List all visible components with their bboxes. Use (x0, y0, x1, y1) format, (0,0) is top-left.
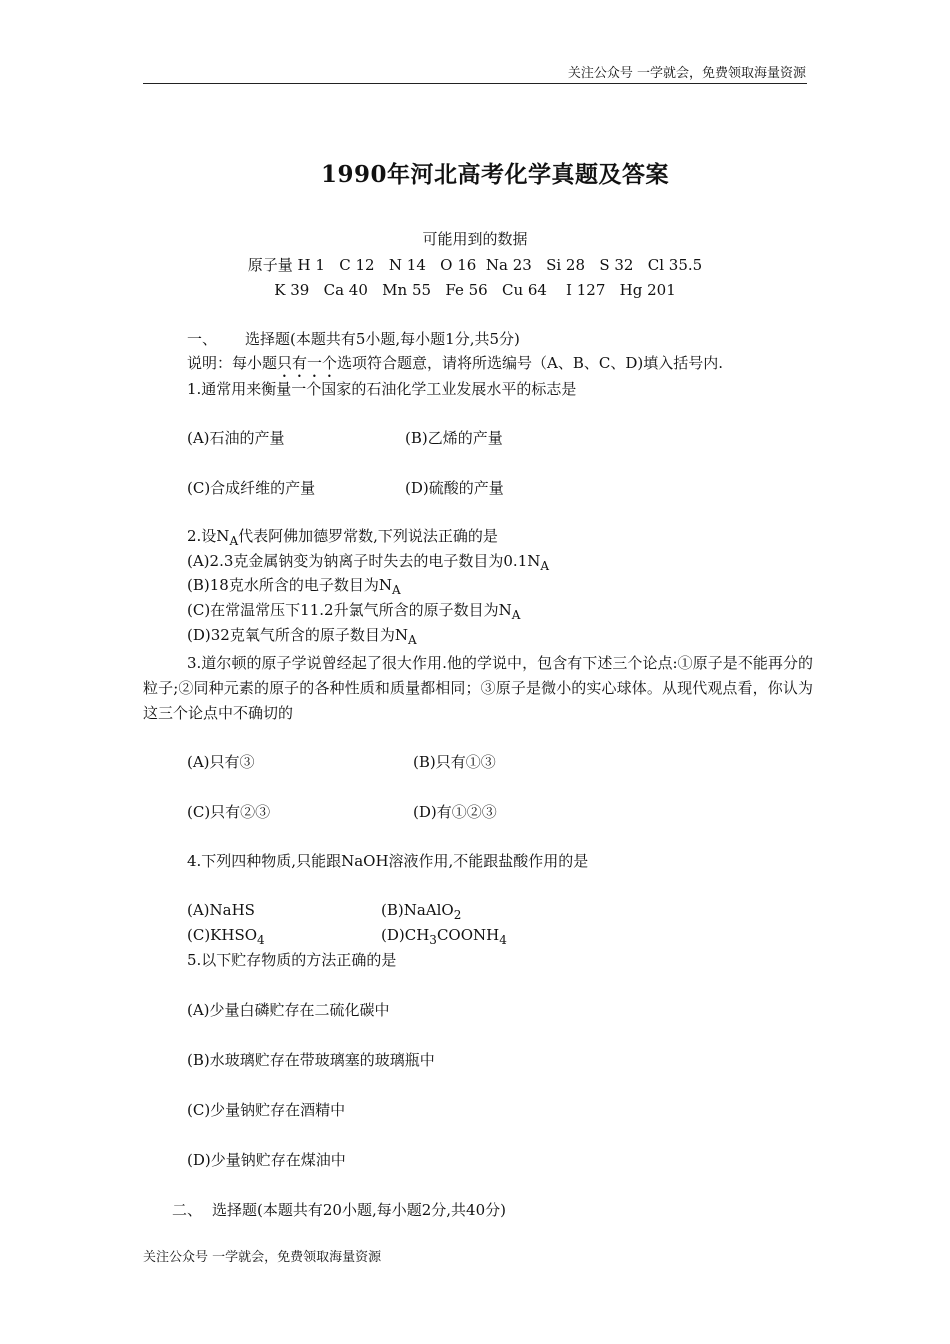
q3-option-b: (B)只有①③ (413, 753, 496, 771)
q2-option-c: (C)在常温常压下11.2升氯气所含的原子数目为$N_A$ (187, 601, 521, 622)
q1-option-d: (D)硫酸的产量 (405, 479, 504, 497)
q4-option-d: $(D)CH_3COONH_4$ (381, 926, 507, 947)
q5-option-a: (A)少量白磷贮存在二硫化碳中 (187, 1001, 390, 1019)
q5-option-c: (C)少量钠贮存在酒精中 (187, 1101, 346, 1119)
page-title: 1990年河北高考化学真题及答案 (320, 161, 669, 188)
q4-option-b: (B)NaAlO$_2$ (381, 901, 462, 922)
section1-title: 选择题(本题共有5小题,每小题1分,共5分) (245, 330, 520, 348)
q1-option-b: (B)乙烯的产量 (405, 429, 503, 447)
header-note: 关注公众号 一学就会，免费领取海量资源 (567, 66, 806, 81)
footer-note: 关注公众号 一学就会，免费领取海量资源 (143, 1250, 382, 1265)
q5-option-d: (D)少量钠贮存在煤油中 (187, 1151, 346, 1169)
q2-option-a: (A)2.3克金属钠变为钠离子时失去的电子数目为$0.1N_A$ (187, 552, 550, 573)
section1-number: 一、 (187, 330, 218, 348)
q3-option-a: (A)只有③ (187, 753, 255, 771)
q1-stem: 1.通常用来衡量一个国家的石油化学工业发展水平的标志是 (187, 380, 577, 398)
q3-option-c: (C)只有②③ (187, 803, 271, 821)
q4-option-c: $(C)KHSO_4$ (187, 926, 265, 947)
atomic-mass-line-2: K 39 Ca 40 Mn 55 Fe 56 Cu 64 I 127 Hg 201 (274, 281, 676, 299)
q1-option-a: (A)石油的产量 (187, 429, 285, 447)
q1-option-c: (C)合成纤维的产量 (187, 479, 316, 497)
emphasis-only-one: 只有一个 (277, 354, 338, 372)
q4-stem: 4.下列四种物质,只能跟NaOH溶液作用,不能跟盐酸作用的是 (187, 852, 589, 870)
q2-stem: 2.设$N_A$代表阿佛加德罗常数,下列说法正确的是 (187, 527, 498, 548)
section2-title: 选择题(本题共有20小题,每小题2分,共40分) (212, 1201, 506, 1219)
q4-option-a: (A)NaHS (187, 901, 255, 919)
q3-option-d: (D)有①②③ (413, 803, 497, 821)
section1-note: 说明：每小题只有一个选项符合题意，请将所选编号（A、B、C、D)填入括号内. (187, 354, 724, 372)
data-heading: 可能用到的数据 (422, 230, 528, 248)
atomic-mass-line-1: 原子量 H 1 C 12 N 14 O 16 Na 23 Si 28 S 32 Cl 35.5 (247, 256, 703, 274)
q2-option-d: (D)32克氧气所含的原子数目为$N_A$ (187, 626, 417, 647)
section2-number: 二、 (172, 1201, 203, 1219)
header-rule (143, 83, 807, 84)
q2-option-b: (B)18克水所含的电子数目为$N_A$ (187, 576, 401, 597)
q5-option-b: (B)水玻璃贮存在带玻璃塞的玻璃瓶中 (187, 1051, 435, 1069)
q5-stem: 5.以下贮存物质的方法正确的是 (187, 951, 397, 969)
q3-stem: 3.道尔顿的原子学说曾经起了很大作用.他的学说中，包含有下述三个论点:①原子是不能再分的粒子;②同种元素的原子的各种性质和质量都相同；③原子是微小的实心球体。从现代观点看，你认为这三个论点中不确切的 (143, 654, 813, 722)
